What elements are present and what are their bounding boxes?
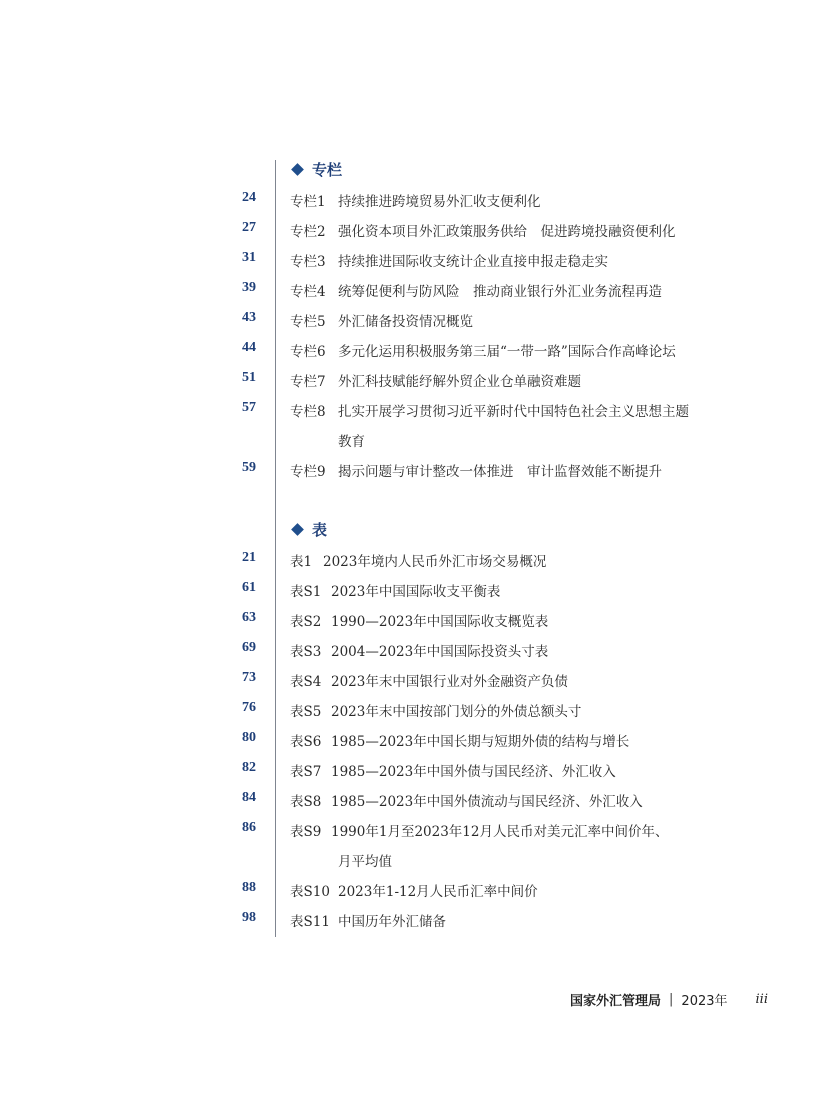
- page-number: 69: [242, 640, 256, 655]
- section-heading-text: 专栏: [312, 160, 343, 179]
- entry-code: 表S3: [290, 644, 322, 660]
- entry-code: 专栏5: [290, 314, 326, 330]
- toc-entry[interactable]: [0, 694, 816, 724]
- page-number: 76: [242, 700, 256, 715]
- entry-title-continued: 月平均值: [338, 854, 392, 870]
- page-number: 88: [242, 880, 256, 895]
- entry-code: 表S11: [290, 914, 330, 930]
- toc-entry[interactable]: [0, 214, 816, 244]
- entry-code: 表S1: [290, 584, 322, 600]
- entry-title: 强化资本项目外汇政策服务供给 促进跨境投融资便利化: [338, 224, 676, 240]
- toc-entry[interactable]: [0, 874, 816, 904]
- entry-title: 中国历年外汇储备: [338, 914, 446, 930]
- entry-code: 表S10: [290, 884, 330, 900]
- entry-title: 2023年中国国际收支平衡表: [331, 584, 501, 600]
- entry-code: 专栏4: [290, 284, 326, 300]
- page-number: 51: [242, 370, 256, 385]
- page-number: 73: [242, 670, 256, 685]
- footer-year: 2023年: [681, 994, 728, 1009]
- page-number: 59: [242, 460, 256, 475]
- toc-entry[interactable]: [0, 754, 816, 784]
- footer-organization: 国家外汇管理局: [570, 994, 662, 1009]
- toc-entry[interactable]: [0, 394, 816, 454]
- entry-title: 2023年末中国银行业对外金融资产负债: [331, 674, 568, 690]
- toc-entry[interactable]: [0, 574, 816, 604]
- toc-entry[interactable]: [0, 664, 816, 694]
- entry-title: 统筹促便利与防风险 推动商业银行外汇业务流程再造: [338, 284, 662, 300]
- toc-entry[interactable]: [0, 454, 816, 484]
- page-number: 21: [242, 550, 256, 565]
- page-number: 61: [242, 580, 256, 595]
- entry-title: 2023年1-12月人民币汇率中间价: [338, 884, 538, 900]
- toc-entry[interactable]: [0, 184, 816, 214]
- toc-entry[interactable]: [0, 364, 816, 394]
- entry-title: 1985—2023年中国外债流动与国民经济、外汇收入: [331, 794, 643, 810]
- page-number: 63: [242, 610, 256, 625]
- entry-title: 多元化运用积极服务第三届“一带一路”国际合作高峰论坛: [338, 344, 676, 360]
- entry-title: 持续推进跨境贸易外汇收支便利化: [338, 194, 541, 210]
- entry-code: 专栏2: [290, 224, 326, 240]
- page-number: 24: [242, 190, 256, 205]
- toc-entry[interactable]: [0, 604, 816, 634]
- entry-code: 专栏1: [290, 194, 326, 210]
- toc-entry[interactable]: [0, 244, 816, 274]
- entry-code: 表S6: [290, 734, 322, 750]
- toc-entry[interactable]: [0, 784, 816, 814]
- entry-code: 专栏9: [290, 464, 326, 480]
- page-number: 80: [242, 730, 256, 745]
- section-heading-columns: [290, 158, 342, 180]
- diamond-bullet-icon: [291, 523, 304, 536]
- entry-title: 1985—2023年中国长期与短期外债的结构与增长: [331, 734, 630, 750]
- toc-entry[interactable]: [0, 274, 816, 304]
- page-number: 27: [242, 220, 256, 235]
- entry-code: 表S8: [290, 794, 322, 810]
- toc-entry[interactable]: [0, 814, 816, 874]
- entry-code: 表S2: [290, 614, 322, 630]
- footer-page-number: iii: [755, 992, 768, 1007]
- entry-title: 1990—2023年中国国际收支概览表: [331, 614, 549, 630]
- entry-title: 外汇储备投资情况概览: [338, 314, 473, 330]
- page-number: 44: [242, 340, 256, 355]
- toc-entry[interactable]: [0, 904, 816, 934]
- page-footer: [570, 990, 768, 1009]
- entry-code: 专栏8: [290, 404, 326, 420]
- page-number: 86: [242, 820, 256, 835]
- page-number: 31: [242, 250, 256, 265]
- toc-entry[interactable]: [0, 724, 816, 754]
- entry-title: 2004—2023年中国国际投资头寸表: [331, 644, 549, 660]
- page-number: 43: [242, 310, 256, 325]
- footer-separator: |: [669, 992, 674, 1007]
- entry-title: 2023年末中国按部门划分的外债总额头寸: [331, 704, 582, 720]
- entry-title: 2023年境内人民币外汇市场交易概况: [323, 554, 547, 570]
- entry-title: 揭示问题与审计整改一体推进 审计监督效能不断提升: [338, 464, 662, 480]
- toc-entry[interactable]: [0, 544, 816, 574]
- section-heading-tables: [290, 518, 327, 540]
- entry-title: 1985—2023年中国外债与国民经济、外汇收入: [331, 764, 616, 780]
- page-number: 84: [242, 790, 256, 805]
- entry-title-continued: 教育: [338, 434, 365, 450]
- toc-entry[interactable]: [0, 334, 816, 364]
- section-heading-text: 表: [312, 520, 328, 539]
- entry-code: 专栏3: [290, 254, 326, 270]
- entry-code: 专栏6: [290, 344, 326, 360]
- entry-code: 表1: [290, 554, 313, 570]
- entry-code: 专栏7: [290, 374, 326, 390]
- page-number: 57: [242, 400, 256, 415]
- entry-code: 表S7: [290, 764, 322, 780]
- entry-title: 1990年1月至2023年12月人民币对美元汇率中间价年、: [331, 824, 669, 840]
- entry-title: 持续推进国际收支统计企业直接申报走稳走实: [338, 254, 608, 270]
- entry-title: 外汇科技赋能纾解外贸企业仓单融资难题: [338, 374, 581, 390]
- page-number: 82: [242, 760, 256, 775]
- entry-code: 表S9: [290, 824, 322, 840]
- entry-code: 表S5: [290, 704, 322, 720]
- entry-code: 表S4: [290, 674, 322, 690]
- diamond-bullet-icon: [291, 163, 304, 176]
- page-number: 98: [242, 910, 256, 925]
- toc-entry[interactable]: [0, 304, 816, 334]
- toc-entry[interactable]: [0, 634, 816, 664]
- entry-title: 扎实开展学习贯彻习近平新时代中国特色社会主义思想主题: [338, 404, 689, 420]
- page-number: 39: [242, 280, 256, 295]
